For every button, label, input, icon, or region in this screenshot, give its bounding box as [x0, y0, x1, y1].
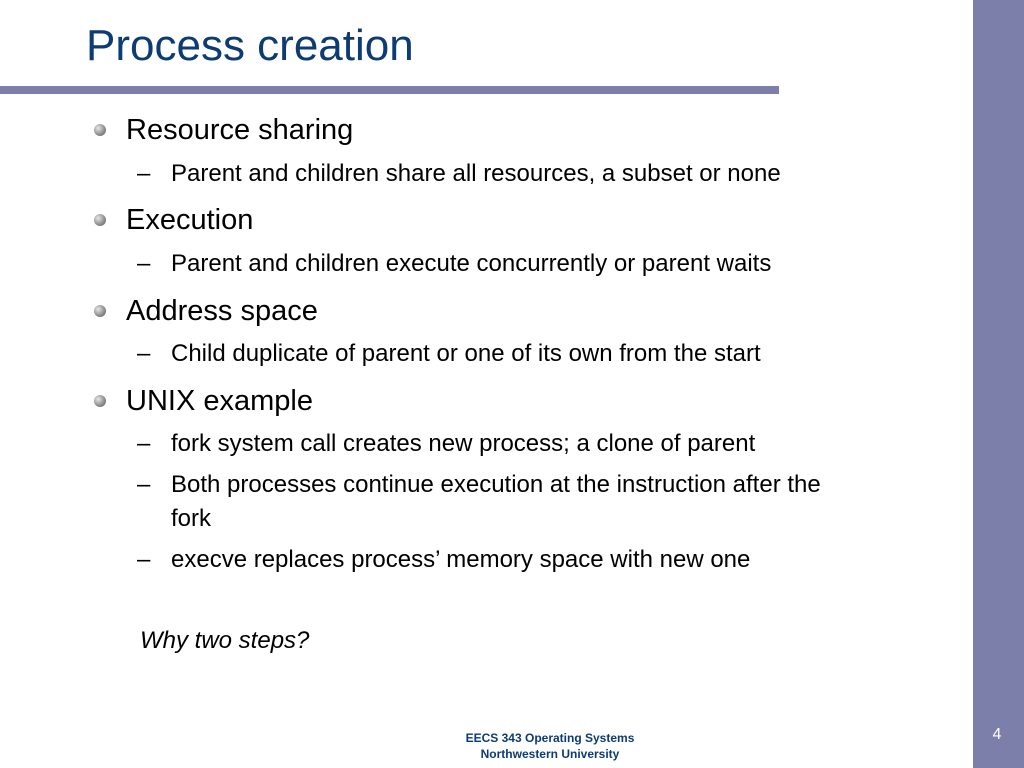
- title-underline: [0, 86, 779, 94]
- sub-bullet-item: Parent and children execute concurrently or parent waits: [171, 250, 772, 277]
- question-note: Why two steps?: [140, 627, 310, 654]
- footer-course: EECS 343 Operating Systems: [465, 731, 635, 745]
- right-accent-band: [973, 0, 1024, 768]
- slide-footer: [420, 730, 680, 762]
- sub-bullet-dash: –: [137, 250, 151, 277]
- sub-bullet-item: Child duplicate of parent or one of its own from the start: [171, 340, 761, 367]
- sub-bullet-item: Parent and children share all resources, a subset or none: [171, 160, 781, 187]
- sub-bullet-dash: –: [137, 160, 151, 187]
- bullet-dot-icon: [94, 124, 106, 136]
- bullet-item: UNIX example: [126, 385, 313, 417]
- sub-bullet-continuation: fork: [171, 505, 212, 532]
- sub-bullet-item: Both processes continue execution at the instruction after the: [171, 471, 821, 498]
- page-number: 4: [992, 726, 1002, 743]
- bullet-item: Resource sharing: [126, 114, 354, 146]
- bullet-dot-icon: [94, 214, 106, 226]
- sub-bullet-item: fork system call creates new process; a clone of parent: [171, 430, 756, 457]
- bullet-dot-icon: [94, 305, 106, 317]
- sub-bullet-dash: –: [137, 471, 151, 498]
- sub-bullet-dash: –: [137, 546, 151, 573]
- footer-university: Northwestern University: [480, 747, 620, 761]
- sub-bullet-item: execve replaces process’ memory space with new one: [171, 546, 751, 573]
- bullet-item: Address space: [126, 295, 318, 327]
- sub-bullet-dash: –: [137, 430, 151, 457]
- slide-title: Process creation: [86, 21, 414, 70]
- bullet-item: Execution: [126, 204, 254, 236]
- sub-bullet-dash: –: [137, 340, 151, 367]
- bullet-dot-icon: [94, 395, 106, 407]
